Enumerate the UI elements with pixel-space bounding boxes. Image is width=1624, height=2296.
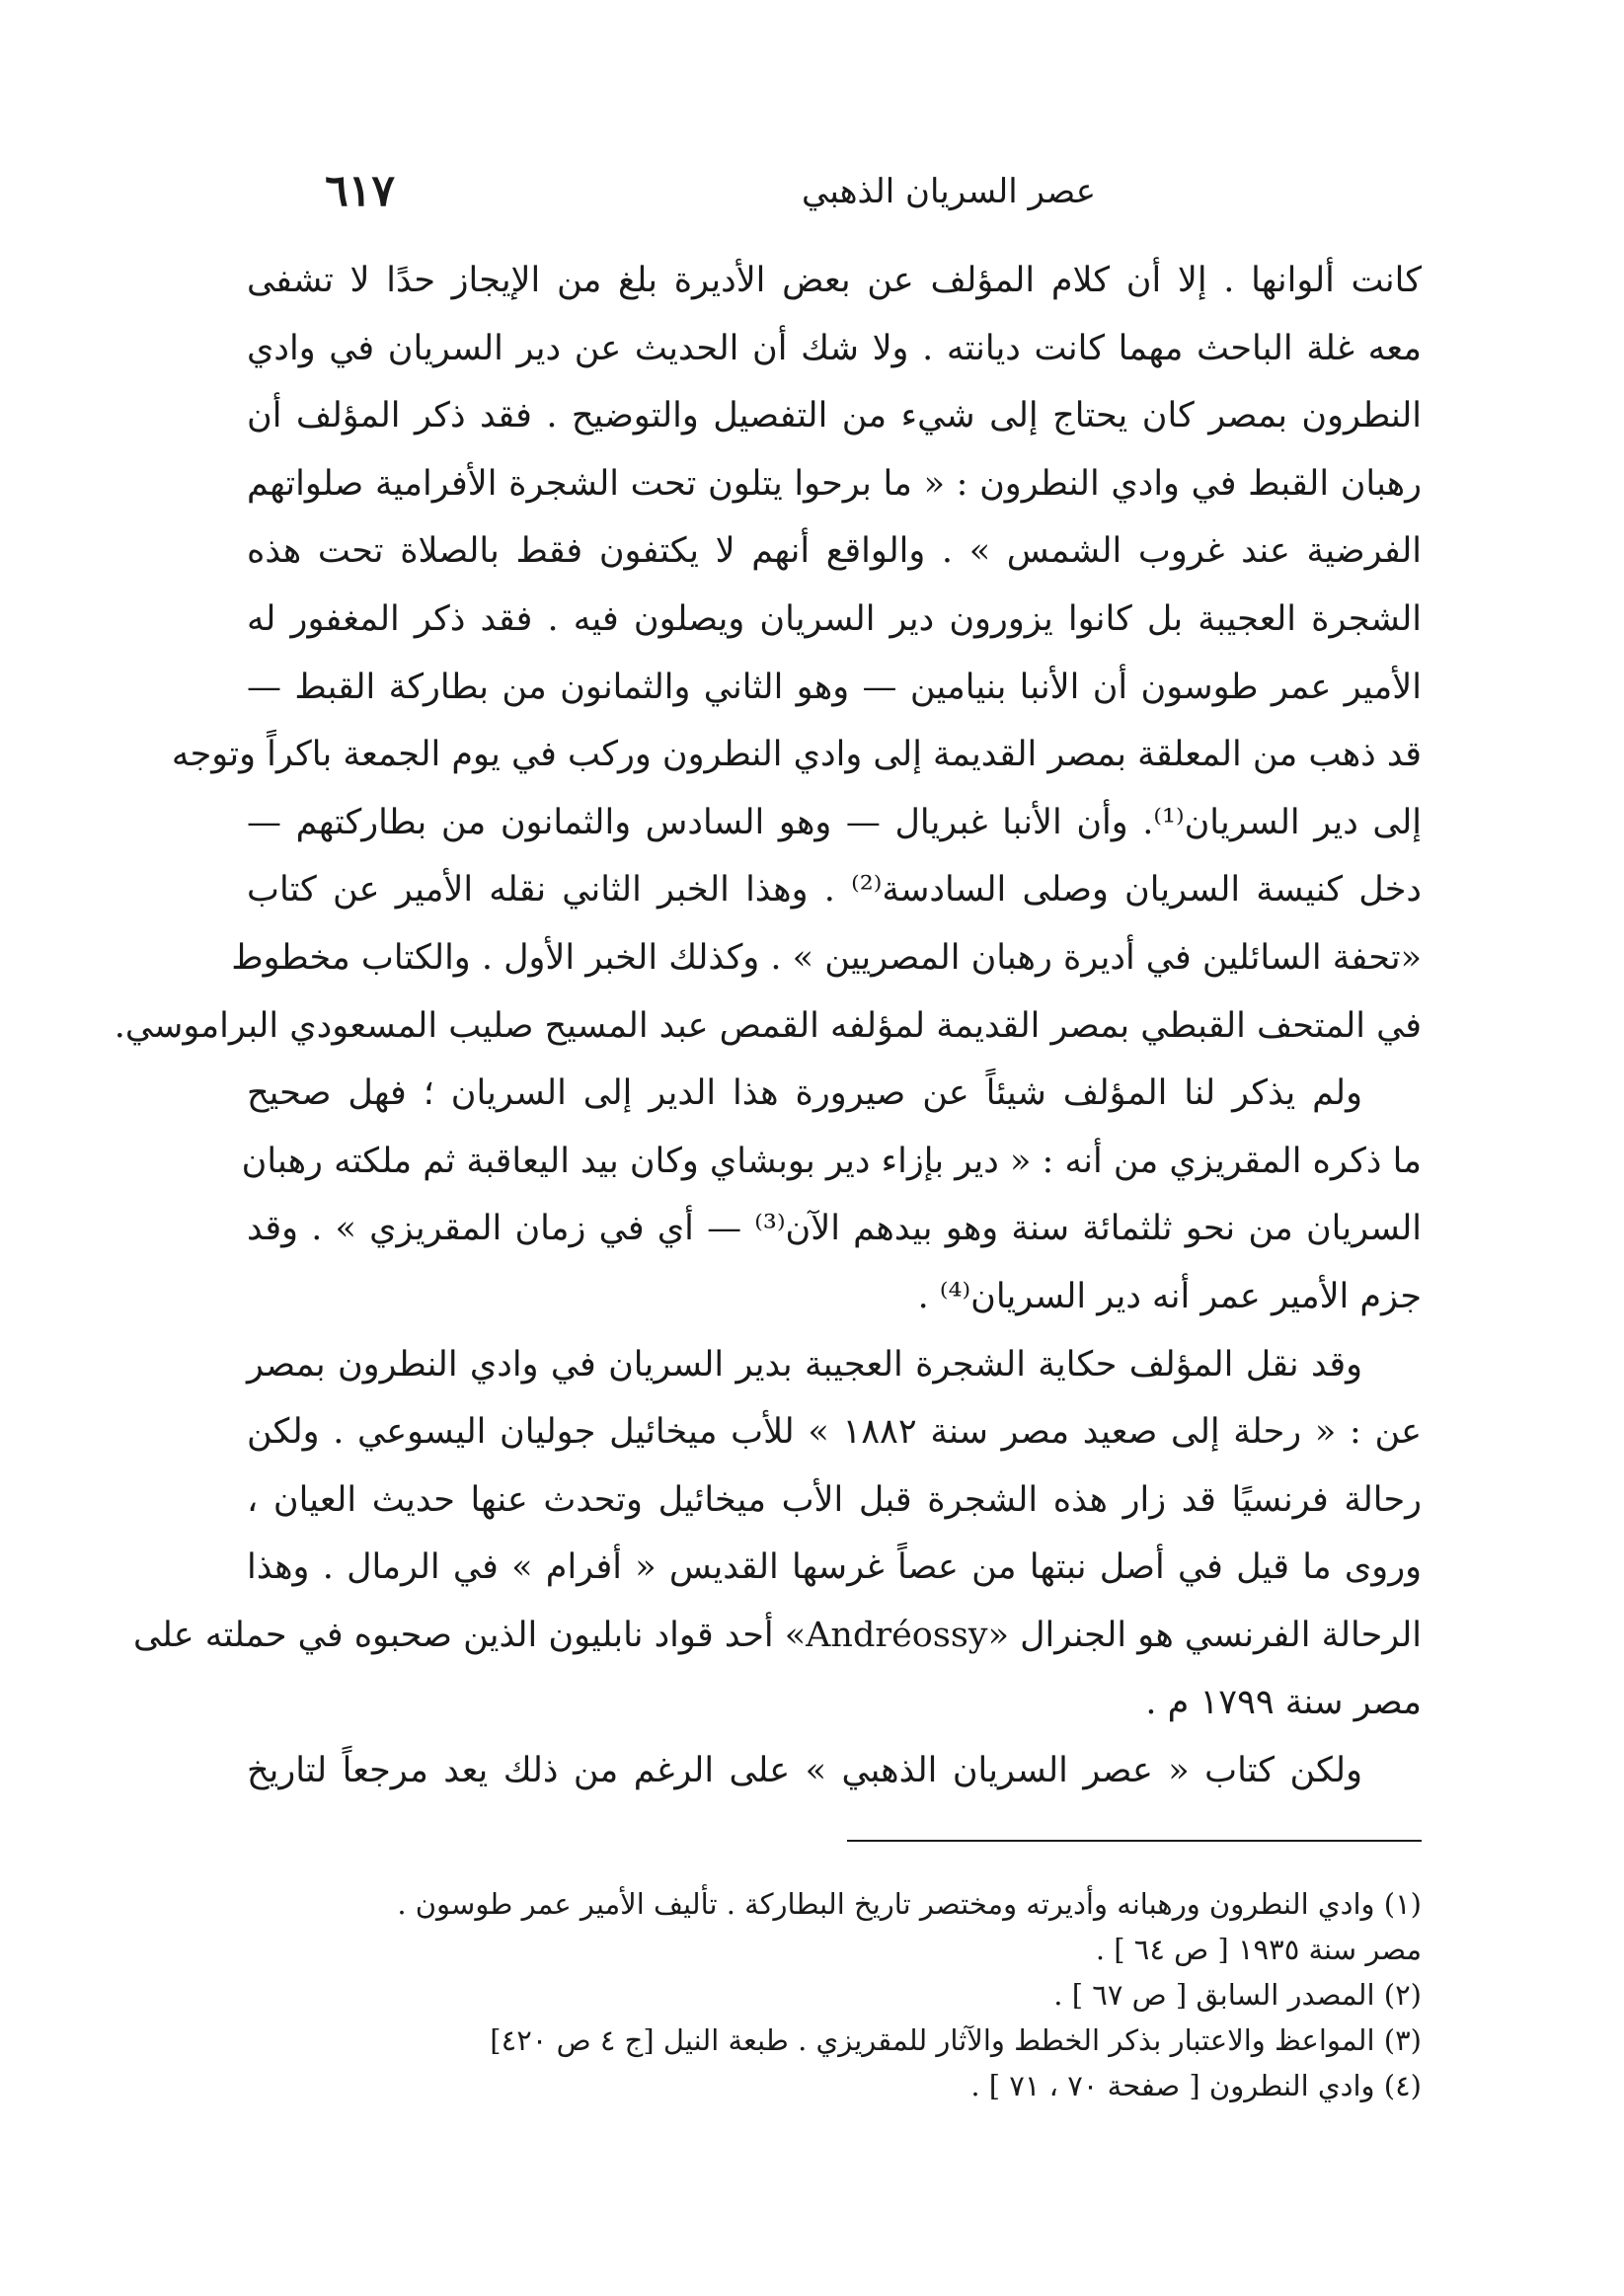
text-line: ولكن كتاب « عصر السريان الذهبي » على الرغم من ذلك يعد مرجعاً لتاريخ: [247, 1751, 1362, 1791]
text-line: السريان من نحو ثلثمائة سنة وهو بيدهم الآن⁽³⁾ — أي في زمان المقريزي » . وقد: [247, 1209, 1422, 1249]
running-title: عصر السريان الذهبي: [801, 172, 1096, 211]
footnote-4: (٤) وادي النطرون [ صفحة ٧٠ ، ٧١ ] .: [970, 2069, 1422, 2102]
text-line: ولم يذكر لنا المؤلف شيئاً عن صيرورة هذا الدير إلى السريان ؛ فهل صحيح: [247, 1073, 1362, 1114]
footnote-1: (١) وادي النطرون ورهبانه وأديرته ومختصر تاريخ البطاركة . تأليف الأمير عمر طوسون .: [397, 1887, 1422, 1921]
text-line: الرحالة الفرنسي هو الجنرال «Andréossy» أحد قواد نابليون الذين صحبوه في حملته على: [133, 1615, 1422, 1655]
text-line: النطرون بمصر كان يحتاج إلى شيء من التفصيل والتوضيح . فقد ذكر المؤلف أن: [247, 396, 1422, 436]
footnote-separator: [847, 1840, 1422, 1842]
text-line: قد ذهب من المعلقة بمصر القديمة إلى وادي النطرون وركب في يوم الجمعة باكراً وتوجه: [171, 735, 1422, 775]
footnotes: [247, 1881, 1422, 2108]
text-line: الأمير عمر طوسون أن الأنبا بنيامين — وهو الثاني والثمانون من بطاركة القبط —: [247, 667, 1422, 707]
text-line: إلى دير السريان⁽¹⁾. وأن الأنبا غبريال — وهو السادس والثمانون من بطاركتهم —: [247, 802, 1422, 842]
text-line: ما ذكره المقريزي من أنه : « دير بإزاء دير بوبشاي وكان بيد اليعاقبة ثم ملكته رهبان: [241, 1141, 1422, 1181]
page-number: ٦١٧: [325, 166, 395, 216]
text-line: كانت ألوانها . إلا أن كلام المؤلف عن بعض الأديرة بلغ من الإيجاز حدًا لا تشفى: [247, 261, 1422, 300]
text-line: «تحفة السائلين في أديرة رهبان المصريين » . وكذلك الخبر الأول . والكتاب مخطوط: [231, 937, 1422, 978]
text-line: وقد نقل المؤلف حكاية الشجرة العجيبة بدير السريان في وادي النطرون بمصر: [247, 1344, 1362, 1385]
footnote-3: (٣) المواعظ والاعتبار بذكر الخطط والآثار للمقريزي . طبعة النيل [ج ٤ ص ٤٢٠]: [490, 2023, 1422, 2057]
text-line: عن : « رحلة إلى صعيد مصر سنة ١٨٨٢ » للأب ميخائيل جوليان اليسوعي . ولكن: [247, 1412, 1422, 1453]
body-text: [114, 247, 1423, 1805]
footnote-2: (٢) المصدر السابق [ ص ٦٧ ] .: [1053, 1978, 1422, 2012]
text-line: رحالة فرنسيًا قد زار هذه الشجرة قبل الأب ميخائيل وتحدث عنها حديث العيان ،: [247, 1479, 1422, 1520]
text-line: في المتحف القبطي بمصر القديمة لمؤلفه القمص عبد المسيح صليب المسعودي البراموسي.: [114, 1005, 1422, 1046]
page-header: [247, 166, 1422, 225]
text-line: جزم الأمير عمر أنه دير السريان⁽⁴⁾ .: [917, 1276, 1422, 1316]
text-line: معه غلة الباحث مهما كانت ديانته . ولا شك أن الحديث عن دير السريان في وادي: [247, 328, 1422, 368]
text-line: دخل كنيسة السريان وصلى السادسة⁽²⁾ . وهذا الخبر الثاني نقله الأمير عن كتاب: [247, 870, 1423, 910]
text-line: مصر سنة ١٧٩٩ م .: [1145, 1683, 1422, 1723]
text-line: الشجرة العجيبة بل كانوا يزورون دير السريان ويصلون فيه . فقد ذكر المغفور له: [247, 598, 1422, 639]
text-line: وروى ما قيل في أصل نبتها من عصاً غرسها القديس « أفرام » في الرمال . وهذا: [247, 1547, 1422, 1588]
text-line: رهبان القبط في وادي النطرون : « ما برحوا يتلون تحت الشجرة الأفرامية صلواتهم: [247, 463, 1422, 504]
text-line: الفرضية عند غروب الشمس » . والواقع أنهم لا يكتفون فقط بالصلاة تحت هذه: [247, 531, 1422, 572]
footnote-1-continued: مصر سنة ١٩٣٥ [ ص ٦٤ ] .: [1095, 1933, 1422, 1966]
